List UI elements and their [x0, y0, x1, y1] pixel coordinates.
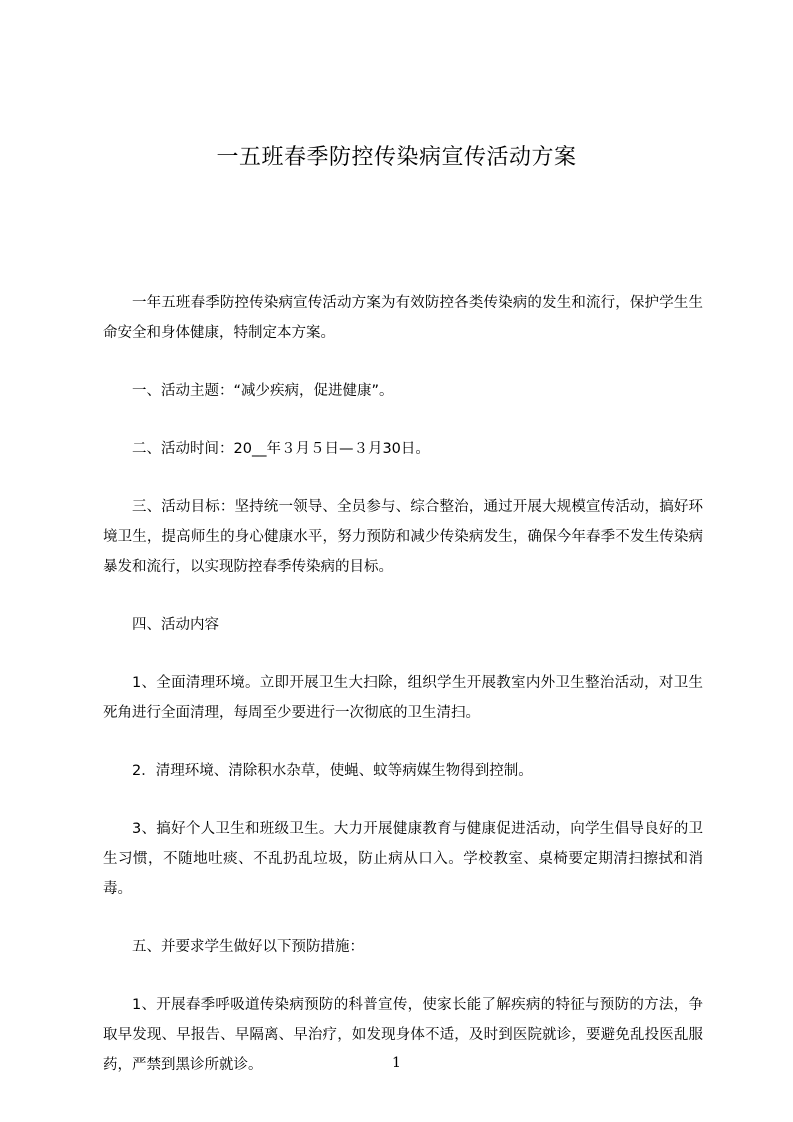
document-body [103, 288, 703, 1108]
prevention-item-1-paragraph: 1、开展春季呼吸道传染病预防的科普宣传，使家长能了解疾病的特征与预防的方法，争取早发现、早报告、早隔离、早治疗，如发现身体不适，及时到医院就诊，要避免乱投医乱服药，严禁到黑诊所就诊。 [103, 997, 703, 1073]
activity-theme-paragraph: 一、活动主题：“减少疾病，促进健康”。 [132, 383, 394, 399]
document-title: 一五班春季防控传染病宣传活动方案 [216, 145, 577, 170]
content-item-3-paragraph: 3、搞好个人卫生和班级卫生。大力开展健康教育与健康促进活动，向学生倡导良好的卫生习惯，不随地吐痰、不乱扔乱垃圾，防止病从口入。学校教室、桌椅要定期清扫擦拭和消毒。 [103, 821, 703, 897]
prevention-measures-heading: 五、并要求学生做好以下预防措施： [132, 939, 364, 955]
intro-paragraph: 一年五班春季防控传染病宣传活动方案为有效防控各类传染病的发生和流行，保护学生生命安全和身体健康，特制定本方案。 [103, 295, 703, 341]
activity-goal-paragraph: 三、活动目标：坚持统一领导、全员参与、综合整治，通过开展大规模宣传活动，搞好环境卫生，提高师生的身心健康水平，努力预防和减少传染病发生，确保今年春季不发生传染病暴发和流行，以实现防控春季传染病的目标。 [103, 499, 703, 575]
activity-content-heading: 四、活动内容 [132, 617, 219, 633]
content-item-2-paragraph: 2．清理环境、清除积水杂草，使蝇、蚊等病媒生物得到控制。 [132, 763, 533, 779]
page-number: 1 [392, 1055, 401, 1071]
content-item-1-paragraph: 1、全面清理环境。立即开展卫生大扫除，组织学生开展教室内外卫生整治活动，对卫生死角进行全面清理，每周至少要进行一次彻底的卫生清扫。 [103, 675, 703, 721]
activity-time-paragraph: 二、活动时间：20__年３月５日—３月30日。 [132, 441, 430, 457]
